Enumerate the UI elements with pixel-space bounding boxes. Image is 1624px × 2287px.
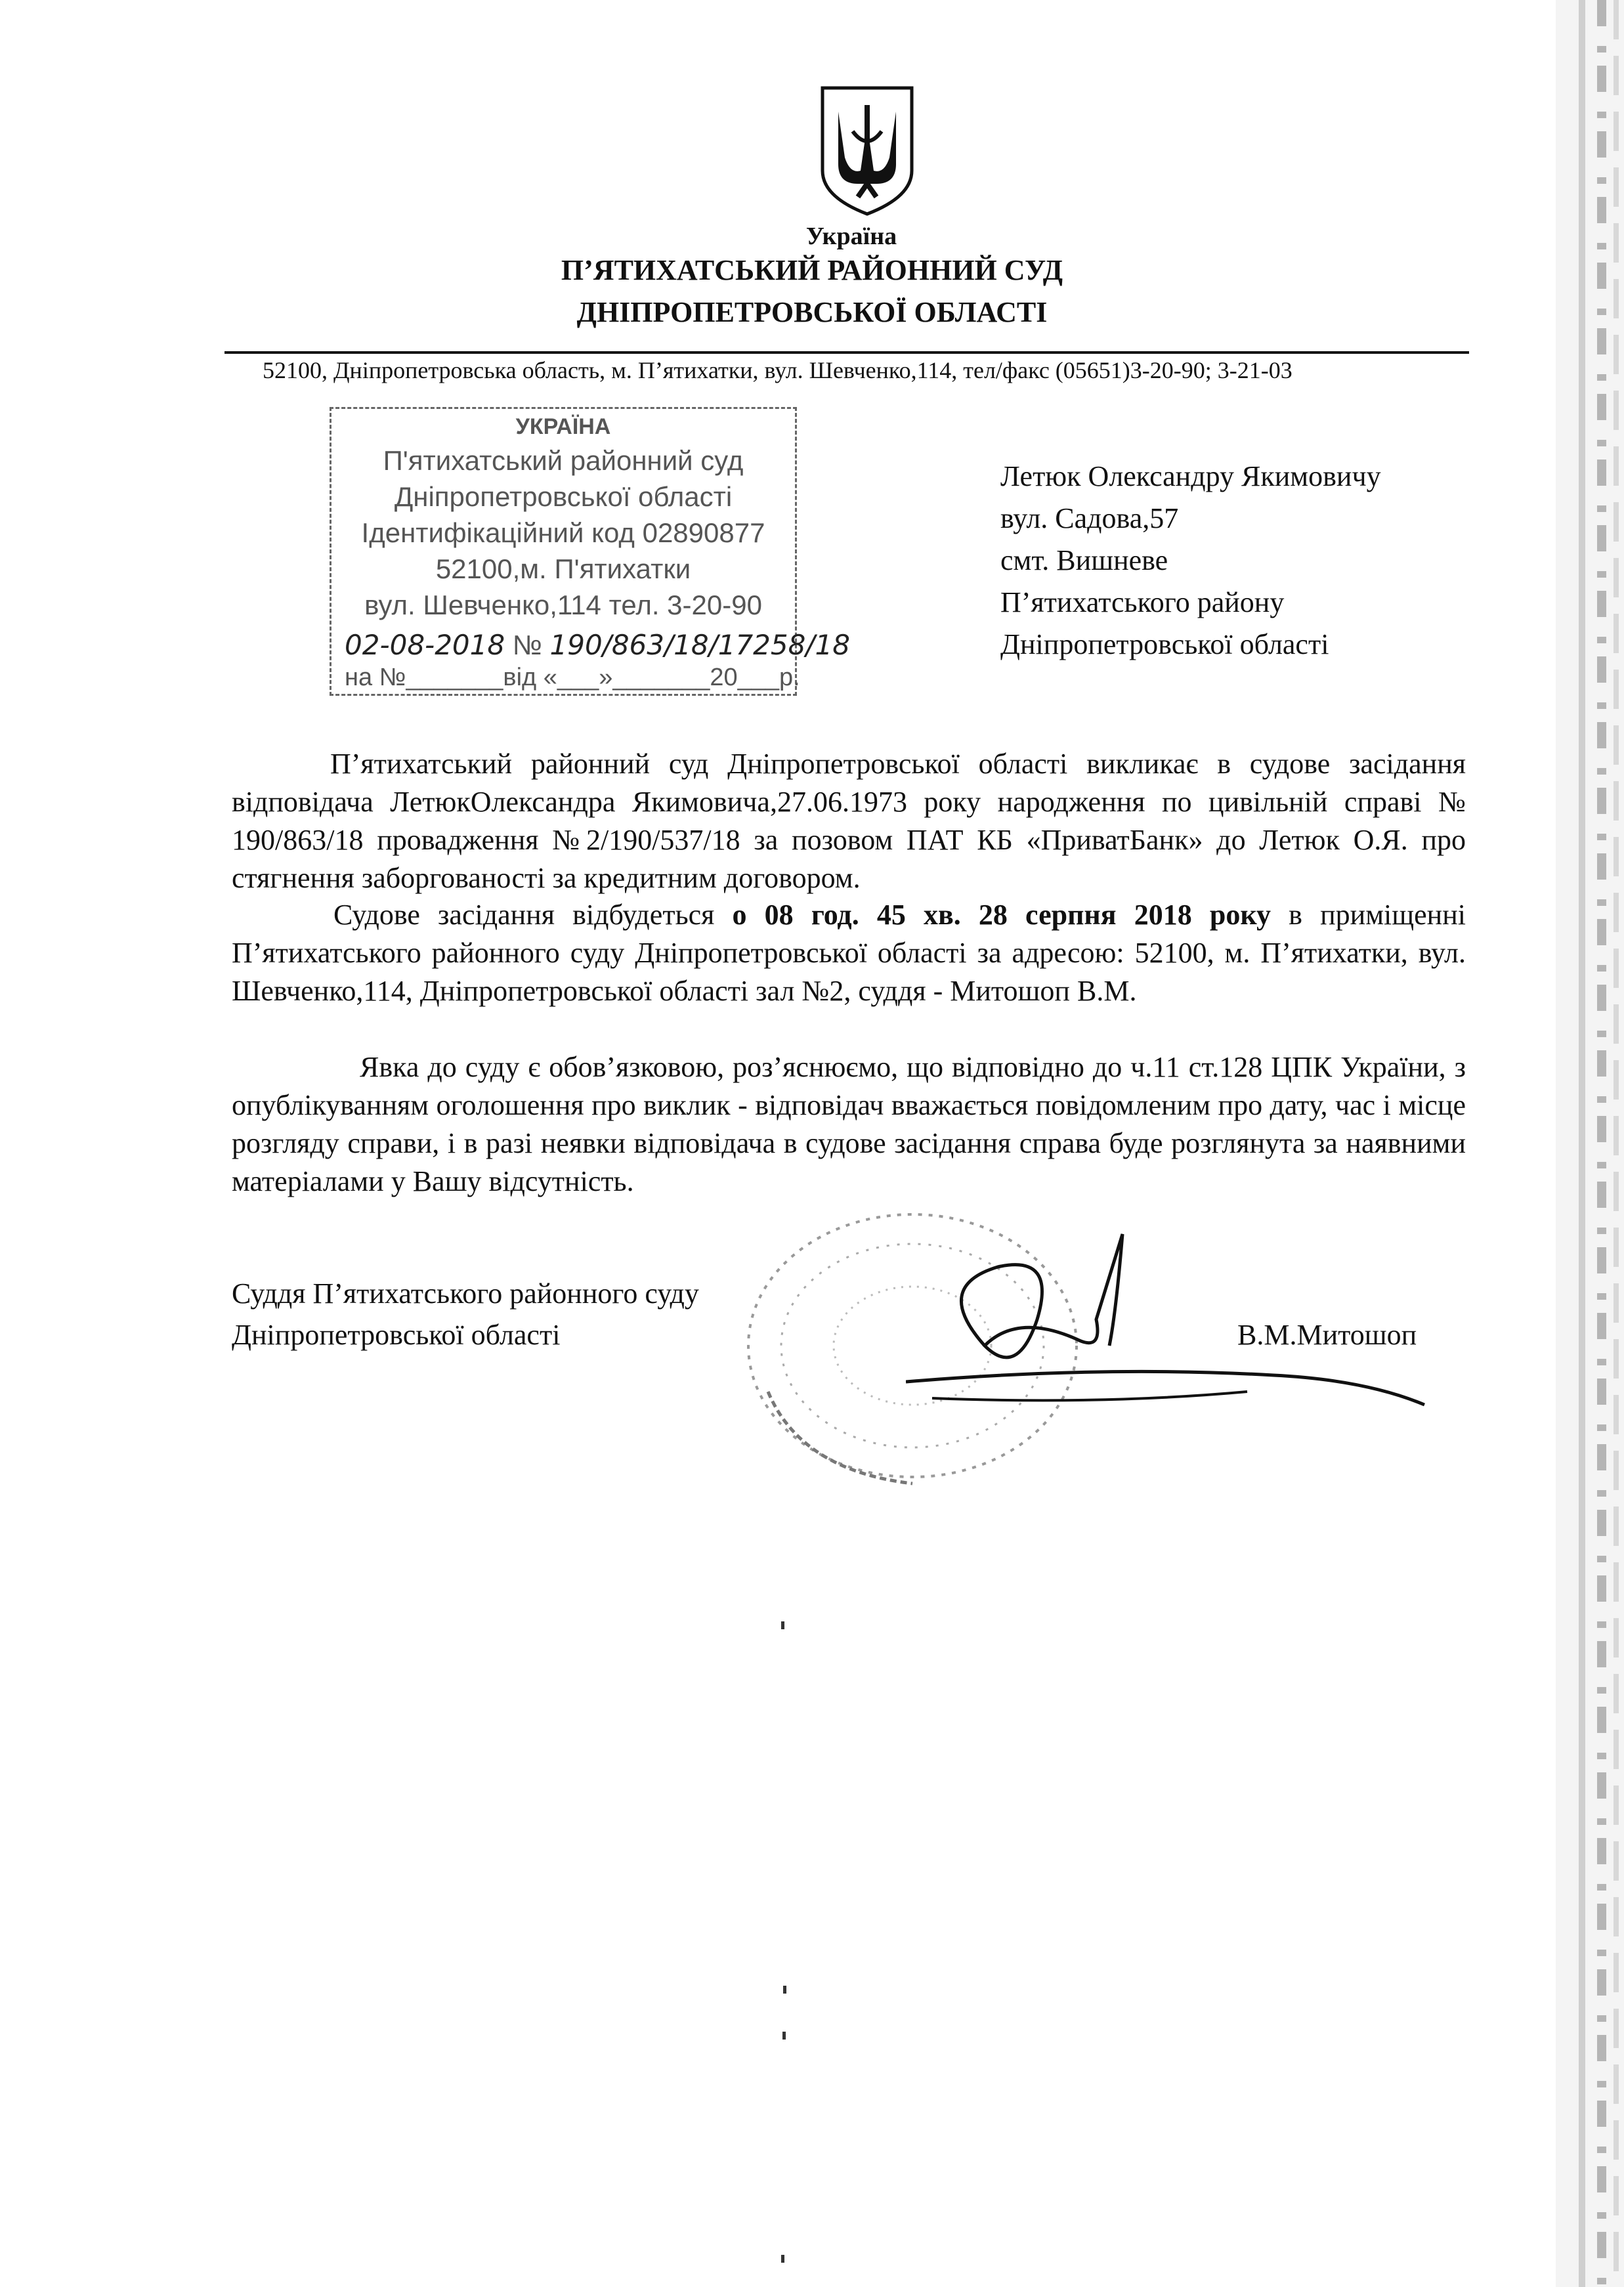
stamp-line: Дніпропетровської області bbox=[394, 481, 733, 512]
signer-title: Дніпропетровської області bbox=[232, 1319, 561, 1351]
header-country: Україна bbox=[805, 223, 897, 250]
header-divider bbox=[224, 351, 1469, 354]
stamp-country: УКРАЇНА bbox=[515, 414, 611, 439]
signer-title: Суддя П’ятихатського районного суду bbox=[232, 1277, 699, 1310]
stamp-outgoing-number: 190/863/18/17258/18 bbox=[549, 629, 850, 661]
hearing-paragraph bbox=[232, 896, 1466, 1010]
judge-signature-icon bbox=[906, 1208, 1431, 1431]
summons-paragraph: П’ятихатський районний суд Дніпропетровської області викликає в судове засідання відповідача ЛетюкОлександра Якимовича,27.06.1973 року народження по цивільній справі № 190/863/18 провадження №2/190/537/18 за позовом ПАТ КБ «ПриватБанк» до Летюк О.Я. про стягнення заборгованості за кредитним договором. bbox=[232, 748, 1466, 894]
scan-speck bbox=[783, 1986, 786, 1994]
stamp-line: вул. Шевченко,114 тел. 3-20-90 bbox=[364, 589, 762, 620]
registration-stamp bbox=[330, 407, 850, 696]
recipient-address-line: Дніпропетровської області bbox=[1000, 628, 1329, 660]
stamp-line: П'ятихатський районний суд bbox=[383, 445, 744, 476]
hearing-text: Судове засідання відбудеться bbox=[333, 899, 733, 931]
attendance-paragraph: Явка до суду є обов’язковою, роз’яснюємо, що відповідно до ч.11 ст.128 ЦПК України, з опублікуванням оголошення про виклик - відповідач вважається повідомленим про дату, час і місце розгляду справи, і в разі неявки відповідача в судове засідання справа буде розглянута за наявними матеріалами у Вашу відсутність. bbox=[232, 1051, 1466, 1197]
court-address: 52100, Дніпропетровська область, м. П’ятихатки, вул. Шевченко,114, тел/факс (05651)3-20-90; 3-21-03 bbox=[263, 357, 1293, 383]
signer-name: В.М.Митошоп bbox=[1237, 1319, 1417, 1351]
stamp-outgoing-row bbox=[345, 629, 850, 661]
coat-of-arms-icon bbox=[819, 85, 916, 217]
stamp-line: Ідентифікаційний код 02890877 bbox=[361, 517, 765, 548]
recipient-address-line: вул. Садова,57 bbox=[1000, 502, 1179, 534]
court-region: ДНІПРОПЕТРОВСЬКОЇ ОБЛАСТІ bbox=[576, 296, 1048, 328]
recipient-name: Летюк Олександру Якимовичу bbox=[1000, 460, 1381, 492]
scan-speck bbox=[781, 2255, 784, 2263]
stamp-outgoing-date: 02-08-2018 bbox=[345, 629, 505, 661]
recipient-address-line: смт. Вишневе bbox=[1000, 544, 1168, 576]
scan-edge-artifact bbox=[1556, 0, 1624, 2287]
recipient-address-line: П’ятихатського району bbox=[1000, 586, 1285, 618]
scan-speck bbox=[782, 2032, 786, 2040]
scan-speck bbox=[781, 1621, 784, 1629]
stamp-number-label: № bbox=[512, 630, 542, 660]
court-name: П’ЯТИХАТСЬКИЙ РАЙОННИЙ СУД bbox=[561, 254, 1063, 286]
stamp-line: 52100,м. П'ятихатки bbox=[435, 553, 691, 584]
stamp-reply-row: на №_______від «___»_______20___р. bbox=[345, 664, 800, 691]
hearing-text: в приміщенні П’ятихатського районного суду Дніпропетровської області за адресою: 52100, м. П’ятихатки, вул. Шевченко,114, Дніпропетровської області зал №2, суддя - Митошоп В.М. bbox=[232, 899, 1466, 1007]
hearing-datetime: о 08 год. 45 хв. 28 серпня 2018 року bbox=[732, 899, 1271, 931]
